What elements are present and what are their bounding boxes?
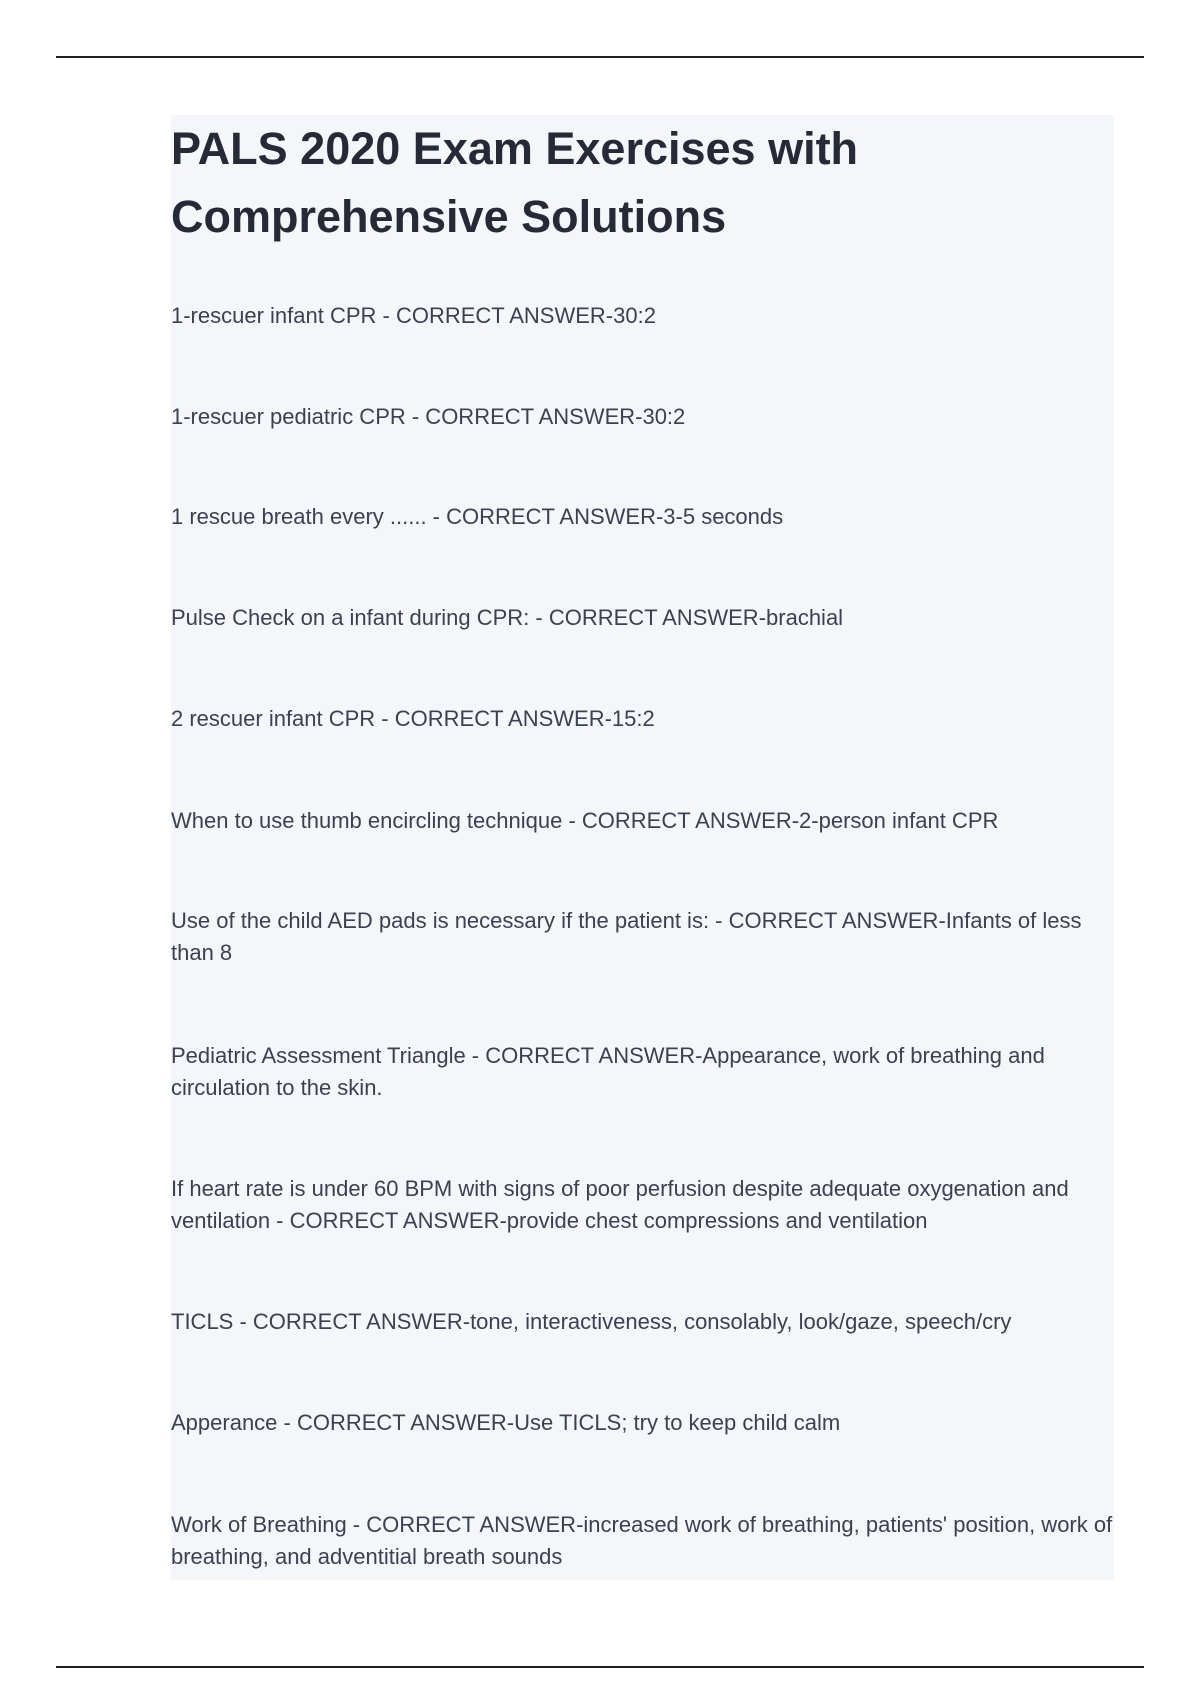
- qa-item-7: Use of the child AED pads is necessary if the patient is: - CORRECT ANSWER-Infants of less than 8: [171, 908, 1082, 965]
- qa-item-3: 1 rescue breath every ...... - CORRECT ANSWER-3-5 seconds: [171, 504, 784, 529]
- qa-item-10: TICLS - CORRECT ANSWER-tone, interactiveness, consolably, look/gaze, speech/cry: [171, 1309, 1012, 1334]
- qa-item-8: Pediatric Assessment Triangle - CORRECT ANSWER-Appearance, work of breathing and circulation to the skin.: [171, 1043, 1045, 1100]
- qa-item-5: 2 rescuer infant CPR - CORRECT ANSWER-15:2: [171, 706, 655, 731]
- qa-item-11: Apperance - CORRECT ANSWER-Use TICLS; try to keep child calm: [171, 1410, 841, 1435]
- qa-item-12: Work of Breathing - CORRECT ANSWER-increased work of breathing, patients' position, work of breathing, and adventitial breath sounds: [171, 1512, 1113, 1569]
- document-body: [171, 115, 1114, 1580]
- qa-item-1: 1-rescuer infant CPR - CORRECT ANSWER-30:2: [171, 303, 656, 328]
- qa-item-4: Pulse Check on a infant during CPR: - CORRECT ANSWER-brachial: [171, 605, 844, 630]
- qa-item-2: 1-rescuer pediatric CPR - CORRECT ANSWER-30:2: [171, 404, 686, 429]
- qa-item-9: If heart rate is under 60 BPM with signs of poor perfusion despite adequate oxygenation and ventilation - CORRECT ANSWER-provide chest compressions and ventilation: [171, 1176, 1069, 1233]
- page-title: PALS 2020 Exam Exercises with Comprehensive Solutions: [171, 123, 859, 242]
- top-divider: [56, 56, 1144, 58]
- bottom-divider: [56, 1666, 1144, 1668]
- qa-item-6: When to use thumb encircling technique - CORRECT ANSWER-2-person infant CPR: [171, 808, 999, 833]
